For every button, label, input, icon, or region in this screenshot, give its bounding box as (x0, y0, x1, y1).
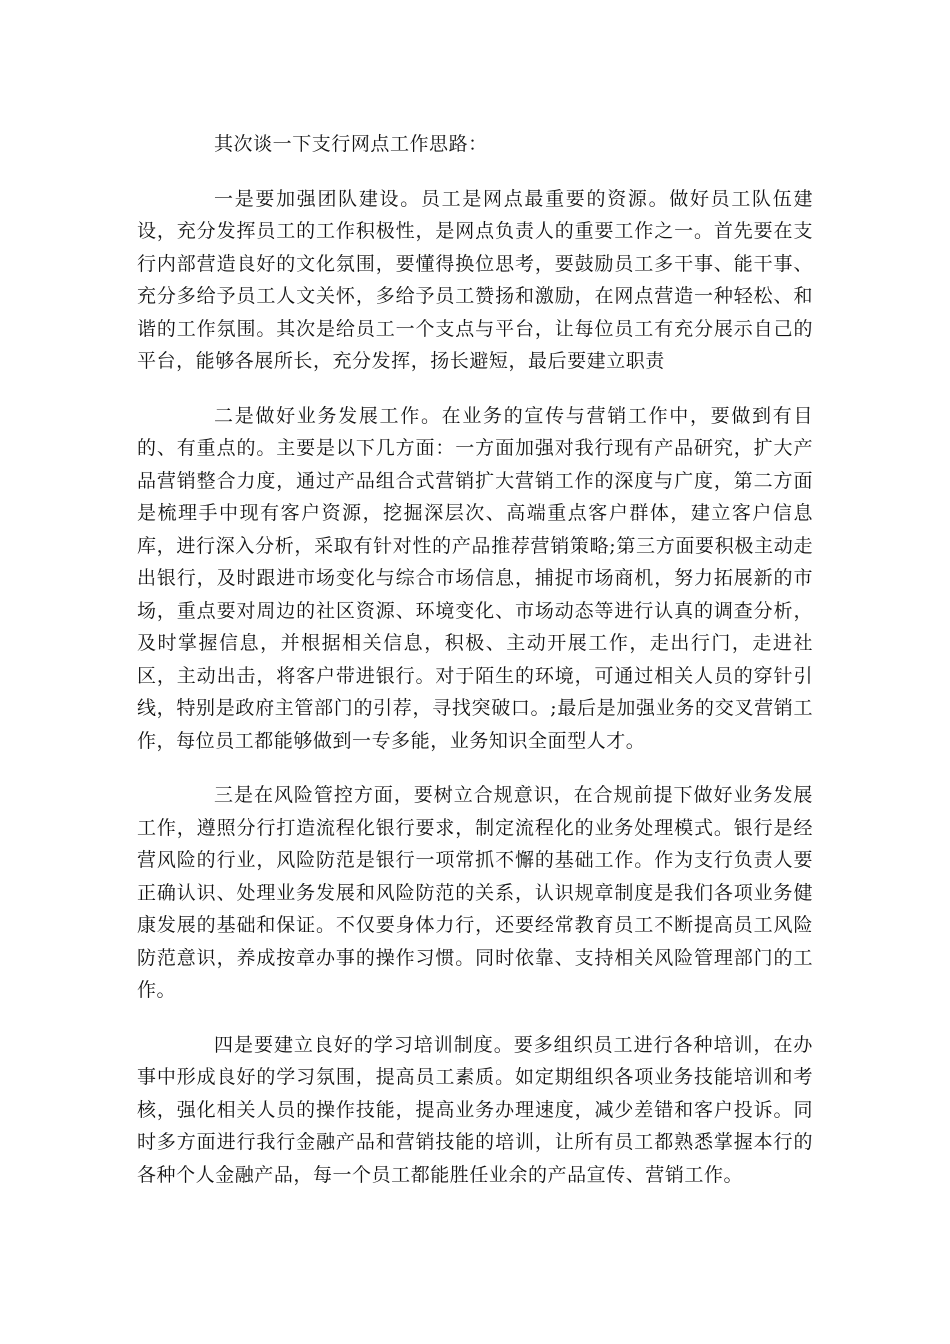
section-intro-paragraph: 其次谈一下支行网点工作思路： (214, 133, 488, 155)
training-paragraph: 四是要建立良好的学习培训制度。要多组织员工进行各种培训，在办事中形成良好的学习氛围，提高员工素质。如定期组织各项业务技能培训和考核，强化相关人员的操作技能，提高业务办理速度，减少差错和客户投诉。同时多方面进行我行金融产品和营销技能的培训，让所有员工都熟悉掌握本行的各种个人金融产品，每一个员工都能胜任业余的产品宣传、营销工作。 (137, 1033, 813, 1186)
risk-control-paragraph: 三是在风险管控方面，要树立合规意识，在合规前提下做好业务发展工作，遵照分行打造流程化银行要求，制定流程化的业务处理模式。银行是经营风险的行业，风险防范是银行一项常抓不懈的基础工作。作为支行负责人要正确认识、处理业务发展和风险防范的关系，认识规章制度是我们各项业务健康发展的基础和保证。不仅要身体力行，还要经常教育员工不断提高员工风险防范意识，养成按章办事的操作习惯。同时依靠、支持相关风险管理部门的工作。 (137, 784, 813, 1001)
team-building-paragraph: 一是要加强团队建设。员工是网点最重要的资源。做好员工队伍建设，充分发挥员工的工作积极性，是网点负责人的重要工作之一。首先要在支行内部营造良好的文化氛围，要懂得换位思考，要鼓励员工多干事、能干事、充分多给予员工人文关怀，多给予员工赞扬和激励，在网点营造一种轻松、和谐的工作氛围。其次是给员工一个支点与平台，让每位员工有充分展示自己的平台，能够各展所长，充分发挥，扬长避短，最后要建立职责 (137, 187, 813, 372)
business-development-paragraph: 二是做好业务发展工作。在业务的宣传与营销工作中，要做到有目的、有重点的。主要是以下几方面：一方面加强对我行现有产品研究，扩大产品营销整合力度，通过产品组合式营销扩大营销工作的深度与广度，第二方面是梳理手中现有客户资源，挖掘深层次、高端重点客户群体，建立客户信息库，进行深入分析，采取有针对性的产品推荐营销策略;第三方面要积极主动走出银行，及时跟进市场变化与综合市场信息，捕捉市场商机，努力拓展新的市场，重点要对周边的社区资源、环境变化、市场动态等进行认真的调查分析，及时掌握信息，并根据相关信息，积极、主动开展工作，走出行门，走进社区，主动出击，将客户带进银行。对于陌生的环境，可通过相关人员的穿针引线，特别是政府主管部门的引荐，寻找突破口。;最后是加强业务的交叉营销工作，每位员工都能够做到一专多能，业务知识全面型人才。 (137, 404, 813, 752)
document-page (137, 128, 813, 1213)
